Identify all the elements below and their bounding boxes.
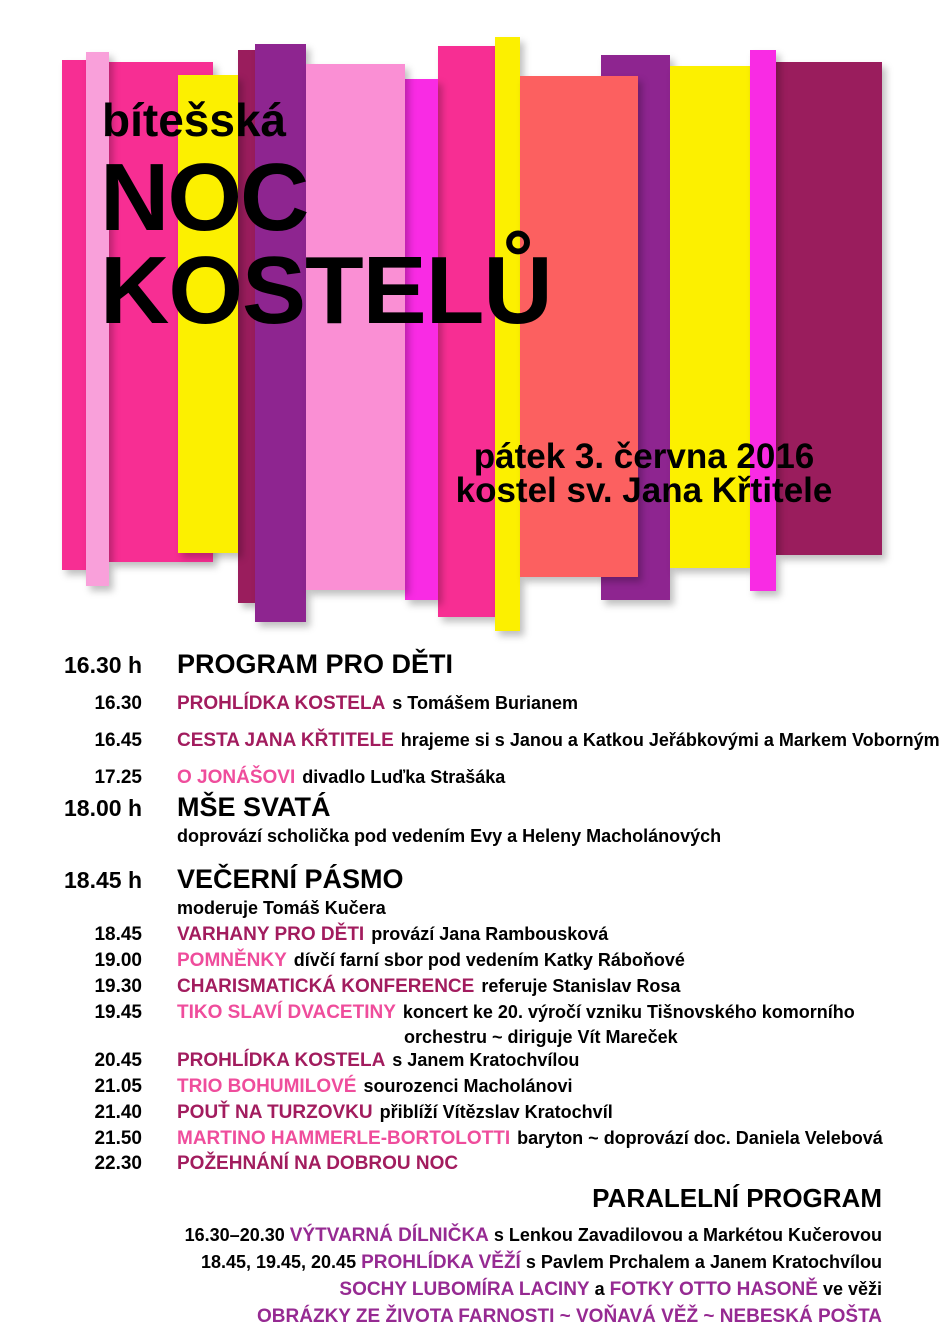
section-vecerni-pasmo (40, 863, 912, 1177)
section-subtitle: moderuje Tomáš Kučera (177, 898, 386, 918)
section-rows (40, 690, 940, 792)
row-title: POUŤ NA TURZOVKU (177, 1102, 373, 1123)
row-time: 19.00 (94, 950, 142, 971)
program-row (40, 948, 912, 974)
row-content (177, 690, 578, 718)
row-content (177, 922, 608, 948)
program-row (40, 974, 912, 1000)
row-desc: hrajeme si s Janou a Katkou Jeřábkovými a Markem Voborným (400, 730, 940, 750)
parallel-event-title: PROHLÍDKA VĚŽÍ (361, 1252, 521, 1273)
row-content (177, 727, 940, 755)
row-title: CHARISMATICKÁ KONFERENCE (177, 976, 475, 997)
row-time: 21.40 (94, 1102, 142, 1123)
row-desc: s Janem Kratochvílou (392, 1050, 580, 1070)
parallel-text: 18.45, 19.45, 20.45 (200, 1252, 362, 1272)
program-row (40, 764, 912, 792)
parallel-event-title: VÝTVARNÁ DÍLNIČKA (289, 1225, 489, 1246)
row-content (177, 764, 505, 792)
row-time: 16.45 (94, 730, 142, 751)
row-time: 22.30 (94, 1153, 142, 1174)
program-row (40, 690, 912, 718)
parallel-lines (62, 1222, 882, 1330)
parallel-text: s Lenkou Zavadilovou a Markétou Kučerovou (488, 1225, 882, 1245)
section-rows (40, 922, 912, 1177)
section-heading (40, 648, 912, 681)
row-time: 19.45 (94, 1002, 142, 1023)
section-time: 16.30 h (64, 652, 142, 678)
program-row (40, 727, 940, 755)
row-content (177, 948, 685, 974)
parallel-event-title: SOCHY LUBOMÍRA LACINY (339, 1279, 590, 1300)
row-title: PROHLÍDKA KOSTELA (177, 1050, 386, 1071)
parallel-title: PARALELNÍ PROGRAM (592, 1183, 882, 1213)
row-desc: přiblíží Vítězslav Kratochvíl (379, 1102, 613, 1122)
row-desc: provází Jana Rambousková (371, 924, 609, 944)
program-row (40, 922, 912, 948)
row-desc-continued: orchestru ~ diriguje Vít Mareček (404, 1027, 678, 1047)
program-row (40, 1000, 912, 1048)
row-time: 20.45 (94, 1050, 142, 1071)
event-date: pátek 3. června 2016 (473, 437, 815, 476)
section-mse-svata (40, 791, 912, 848)
parallel-line (62, 1222, 882, 1249)
section-title: PROGRAM PRO DĚTI (177, 649, 454, 679)
row-title: TIKO SLAVÍ DVACETINY (177, 1002, 396, 1023)
row-content (177, 1048, 579, 1074)
row-desc: s Tomášem Burianem (392, 693, 579, 713)
event-date-location (404, 437, 884, 510)
row-content (177, 1074, 573, 1100)
row-content (177, 1000, 855, 1048)
parallel-line (62, 1249, 882, 1276)
row-content (177, 974, 680, 1000)
row-desc: baryton ~ doprovází doc. Daniela Velebová (517, 1128, 883, 1148)
poster-pretitle: bítešská (102, 94, 287, 146)
parallel-text: s Pavlem Prchalem a Janem Kratochvílou (520, 1252, 882, 1272)
section-title: VEČERNÍ PÁSMO (177, 864, 404, 894)
row-title: TRIO BOHUMILOVÉ (177, 1076, 357, 1097)
program-row (40, 1048, 912, 1074)
poster-title-line1: NOC (100, 144, 308, 251)
row-title: MARTINO HAMMERLE-BORTOLOTTI (177, 1128, 511, 1149)
row-title: O JONÁŠOVI (177, 767, 296, 788)
section-program-pro-deti (40, 648, 940, 792)
row-desc: sourozenci Macholánovi (363, 1076, 573, 1096)
row-time: 21.50 (94, 1128, 142, 1149)
row-title: POŽEHNÁNÍ NA DOBROU NOC (177, 1153, 459, 1174)
row-desc: divadlo Luďka Strašáka (302, 767, 506, 787)
stripe-art (0, 0, 942, 660)
row-desc: dívčí farní sbor pod vedením Katky Ráboňové (293, 950, 685, 970)
parallel-text: a (589, 1279, 610, 1299)
section-title: MŠE SVATÁ (177, 792, 331, 822)
event-location: kostel sv. Jana Křtitele (455, 471, 833, 510)
row-content (177, 1126, 883, 1152)
parallel-line (62, 1303, 882, 1330)
poster-title-line2: KOSTELŮ (100, 237, 552, 344)
row-title: VARHANY PRO DĚTI (177, 924, 365, 945)
row-time: 17.25 (94, 767, 142, 788)
row-content (177, 1100, 613, 1126)
row-title: CESTA JANA KŘTITELE (177, 730, 394, 751)
program-row (40, 1100, 912, 1126)
section-subtitle-row (40, 896, 912, 920)
parallel-event-title: OBRÁZKY ZE ŽIVOTA FARNOSTI ~ VOŇAVÁ VĚŽ ~ NEBESKÁ POŠTA (257, 1306, 882, 1327)
section-time: 18.00 h (64, 795, 142, 821)
parallel-event-title: FOTKY OTTO HASONĚ (609, 1279, 818, 1300)
section-subtitle-row (40, 824, 912, 848)
parallel-text: ve věži (817, 1279, 882, 1299)
row-time: 21.05 (94, 1076, 142, 1097)
section-subtitle: doprovází scholička pod vedením Evy a Heleny Macholánových (177, 826, 722, 846)
program-row (40, 1074, 912, 1100)
row-time: 19.30 (94, 976, 142, 997)
row-time: 16.30 (94, 693, 142, 714)
section-time: 18.45 h (64, 867, 142, 893)
row-time: 18.45 (94, 924, 142, 945)
row-title: POMNĚNKY (177, 950, 287, 971)
row-content (177, 1152, 458, 1177)
row-title: PROHLÍDKA KOSTELA (177, 693, 386, 714)
section-heading (40, 863, 912, 896)
section-heading (40, 791, 912, 824)
parallel-line (62, 1276, 882, 1303)
parallel-text: 16.30–20.30 (184, 1225, 290, 1245)
section-parallel-program (62, 1183, 882, 1330)
row-desc: koncert ke 20. výročí vzniku Tišnovského komorního (402, 1002, 855, 1022)
program-row (40, 1152, 912, 1177)
program-row (40, 1126, 912, 1152)
row-desc: referuje Stanislav Rosa (481, 976, 681, 996)
